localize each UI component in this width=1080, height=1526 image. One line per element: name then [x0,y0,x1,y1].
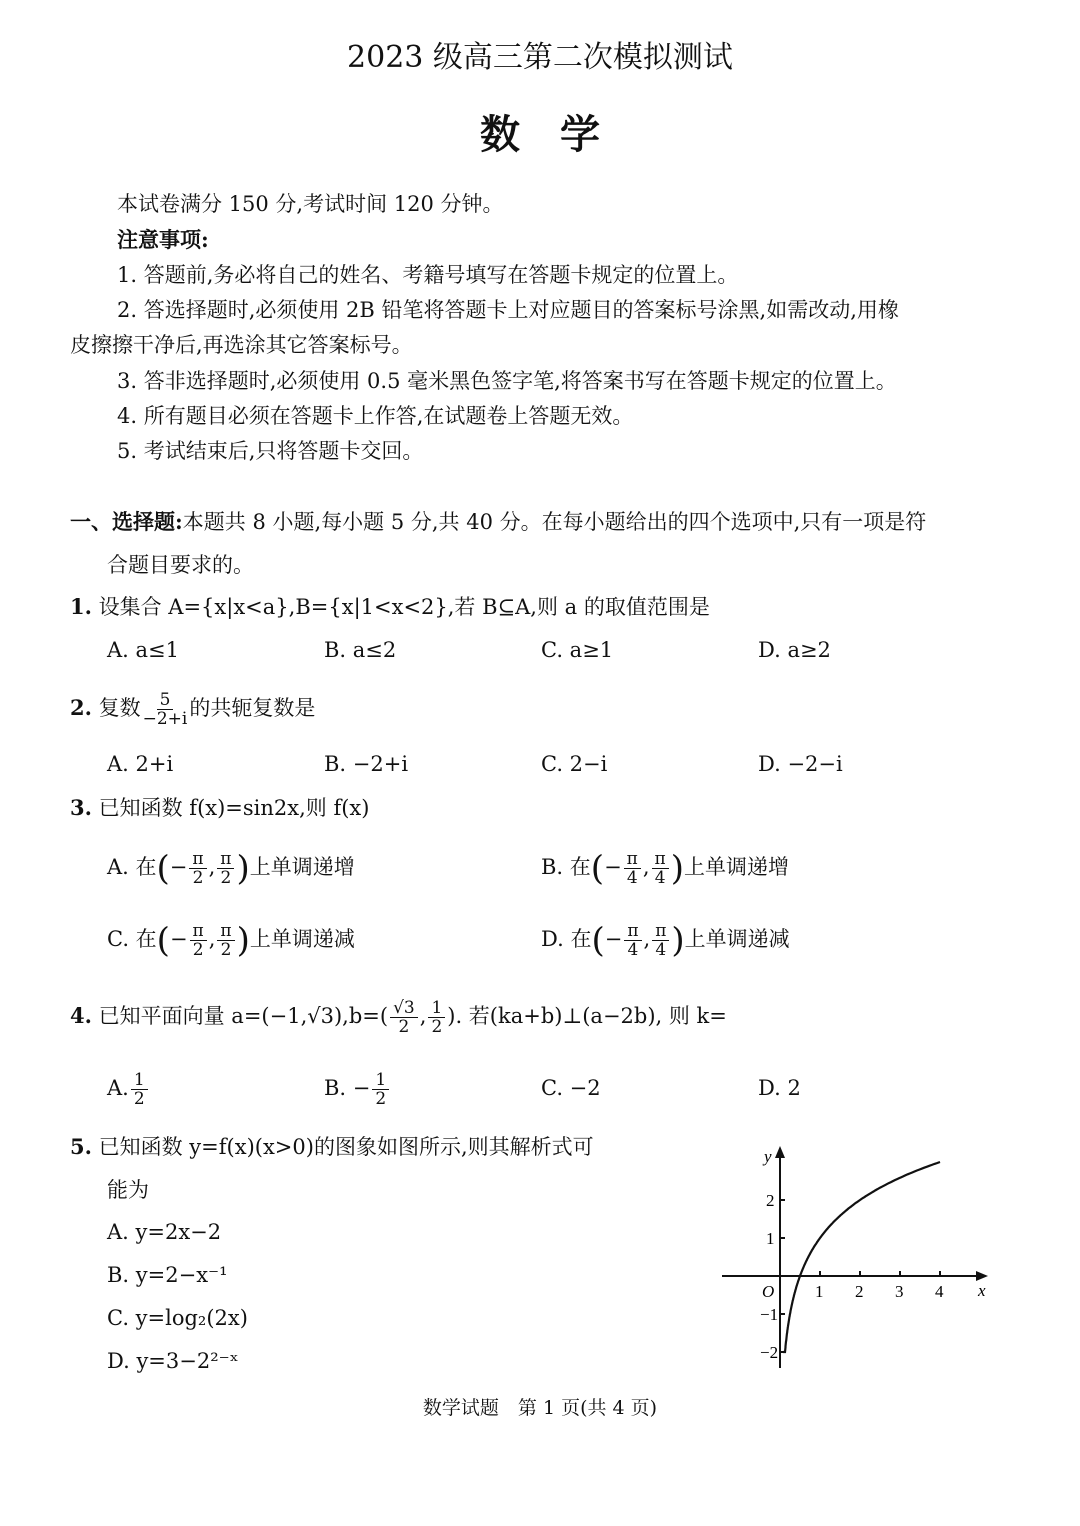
question-2 [70,688,315,728]
option-label: B. − [324,1076,371,1100]
option-a: A. y=2x−2 [107,1220,222,1244]
fraction [372,1071,389,1108]
paren: ( [591,920,605,961]
denominator: 2 [133,1089,145,1109]
notice-item: 皮擦擦干净后,再选涂其它答案标号。 [70,333,413,357]
fraction [190,922,207,959]
x-tick-label: 4 [935,1282,944,1301]
numerator: 1 [372,1071,389,1090]
numerator: π [624,850,641,869]
fraction [131,1071,148,1108]
denominator: −2+i [142,709,188,729]
fraction [624,922,641,959]
section-heading [70,508,926,536]
denominator: 2 [375,1089,387,1109]
paren: ( [156,848,170,889]
option-label: A. 在 [107,855,157,879]
numerator: π [217,922,234,941]
option-b [324,1068,391,1108]
question-text: 能为 [107,1178,149,1202]
paren: ( [590,848,605,889]
option-b: B. a≤2 [324,638,397,662]
question-number: 3. [70,795,92,820]
option-a: A. 2+i [107,752,174,776]
notice-item: 1. 答题前,务必将自己的姓名、考籍号填写在答题卡规定的位置上。 [117,263,739,287]
numerator: π [652,850,669,869]
fraction [428,999,445,1036]
numerator: π [189,850,206,869]
question-3 [70,794,369,822]
section-desc: 合题目要求的。 [107,553,254,577]
score-line: 本试卷满分 150 分,考试时间 120 分钟。 [117,192,504,216]
y-tick-label: −2 [760,1343,779,1362]
paren: ) [236,848,250,889]
option-a: A. 在(− $\frac{\pi}{2}$ , $\frac{\pi}{2}$ )上单调递增 [107,848,355,889]
notice-item: 2. 答选择题时,必须使用 2B 铅笔将答题卡上对应题目的答案标号涂黑,如需改动,用橡 [117,298,899,322]
denominator: 2 [220,940,232,960]
question-text: ). 若(ka+b)⊥(a−2b), 则 k= [447,1004,727,1028]
question-text: 已知函数 y=f(x)(x>0)的图象如图所示,则其解析式可 [98,1135,594,1159]
notice-item: 3. 答非选择题时,必须使用 0.5 毫米黑色签字笔,将答案书写在答题卡规定的位置上。 [117,369,897,393]
fraction [390,999,418,1036]
denominator: 2 [192,940,204,960]
question-5 [70,1133,594,1161]
notice-item: 5. 考试结束后,只将答题卡交回。 [117,439,424,463]
option-d: D. y=3−2²⁻ˣ [107,1349,239,1373]
question-text: 的共轭复数是 [189,696,316,720]
function-graph [720,1140,1000,1380]
option-d: D. a≥2 [758,638,831,662]
option-c: C. a≥1 [541,638,614,662]
fraction [217,850,234,887]
fraction [217,922,234,959]
option-text: 上单调递减 [249,927,355,951]
question-number: 5. [70,1134,92,1159]
option-label: A. [107,1076,129,1100]
denominator: 2 [431,1017,443,1037]
y-axis-arrow [775,1146,785,1158]
y-axis-label: y [764,1147,772,1166]
fraction [189,850,206,887]
y-tick-label: −1 [760,1305,779,1324]
subject-title: 数 学 [480,111,600,158]
function-curve [783,1162,940,1352]
option-text: 上单调递增 [249,855,355,879]
numerator: π [652,922,669,941]
x-axis-label: x [978,1281,986,1300]
question-text: 设集合 A={x|x<a},B={x|1<x<2},若 B⊆A,则 a 的取值范围是 [98,595,710,619]
option-d: D. 在(− $\frac{\pi}{4}$ , $\frac{\pi}{4}$ )上单调递减 [541,920,790,961]
x-tick-label: 1 [815,1282,824,1301]
paren: ) [671,920,685,961]
fraction [652,850,669,887]
x-tick-label: 2 [855,1282,864,1301]
numerator: 1 [131,1071,148,1090]
question-text: 复数 [98,696,141,720]
denominator: 2 [192,868,204,888]
option-c: C. 在(− $\frac{\pi}{2}$ , $\frac{\pi}{2}$ )上单调递减 [107,920,355,961]
paren: ) [236,920,250,961]
fraction [652,922,669,959]
option-text: 上单调递减 [684,927,790,951]
question-number: 4. [70,1003,92,1028]
section-label: 一、选择题: [70,509,183,534]
exam-title: 2023 级高三第二次模拟测试 [347,40,733,75]
numerator: π [217,850,234,869]
numerator: 1 [428,999,445,1018]
notice-heading: 注意事项: [117,227,209,252]
numerator: π [190,922,207,941]
option-label: C. 在 [107,927,157,951]
option-c: C. 2−i [541,752,608,776]
origin-label: O [762,1282,775,1301]
option-label: D. 在 [541,927,592,951]
option-b: B. 在(− $\frac{\pi}{4}$ , $\frac{\pi}{4}$ )上单调递增 [541,848,789,889]
option-a [107,1068,150,1108]
option-c: C. y=log₂(2x) [107,1306,248,1330]
question-text: 已知函数 f(x)=sin2x,则 f(x) [98,796,370,820]
x-axis-arrow [976,1271,988,1281]
question-number: 2. [70,695,92,720]
fraction [624,850,641,887]
denominator: 4 [627,940,639,960]
numerator: 5 [157,691,174,710]
denominator: 4 [626,868,638,888]
y-tick-label: 2 [766,1191,775,1210]
section-desc: 本题共 8 小题,每小题 5 分,共 40 分。在每小题给出的四个选项中,只有一项是符 [182,510,927,534]
option-d: D. 2 [758,1076,801,1100]
question-text: 已知平面向量 a=(−1,√3),b=( [98,1004,389,1028]
paren: ) [670,848,684,889]
y-tick-label: 1 [766,1229,775,1248]
denominator: 2 [220,868,232,888]
denominator: 4 [654,868,666,888]
question-4: 4. 已知平面向量 a=(−1,√3),b=( $\frac{√3}{2}$ , $\frac{1}{2}$ ). 若(ka+b)⊥(a−2b), 则 k= [70,998,727,1037]
option-d: D. −2−i [758,752,843,776]
page-footer: 数学试题 第 1 页(共 4 页) [422,1397,658,1419]
option-a: A. a≤1 [107,638,179,662]
question-1 [70,593,710,621]
denominator: 2 [398,1017,410,1037]
numerator: √3 [390,999,418,1018]
option-text: 上单调递增 [684,855,789,879]
option-c: C. −2 [541,1076,601,1100]
x-tick-label: 3 [895,1282,904,1301]
question-number: 1. [70,594,92,619]
option-b: B. −2+i [324,752,409,776]
denominator: 4 [655,940,667,960]
paren: ( [156,920,170,961]
notice-item: 4. 所有题目必须在答题卡上作答,在试题卷上答题无效。 [117,404,634,428]
option-b: B. y=2−x⁻¹ [107,1263,228,1287]
numerator: π [624,922,641,941]
fraction [143,691,188,728]
option-label: B. 在 [541,855,591,879]
